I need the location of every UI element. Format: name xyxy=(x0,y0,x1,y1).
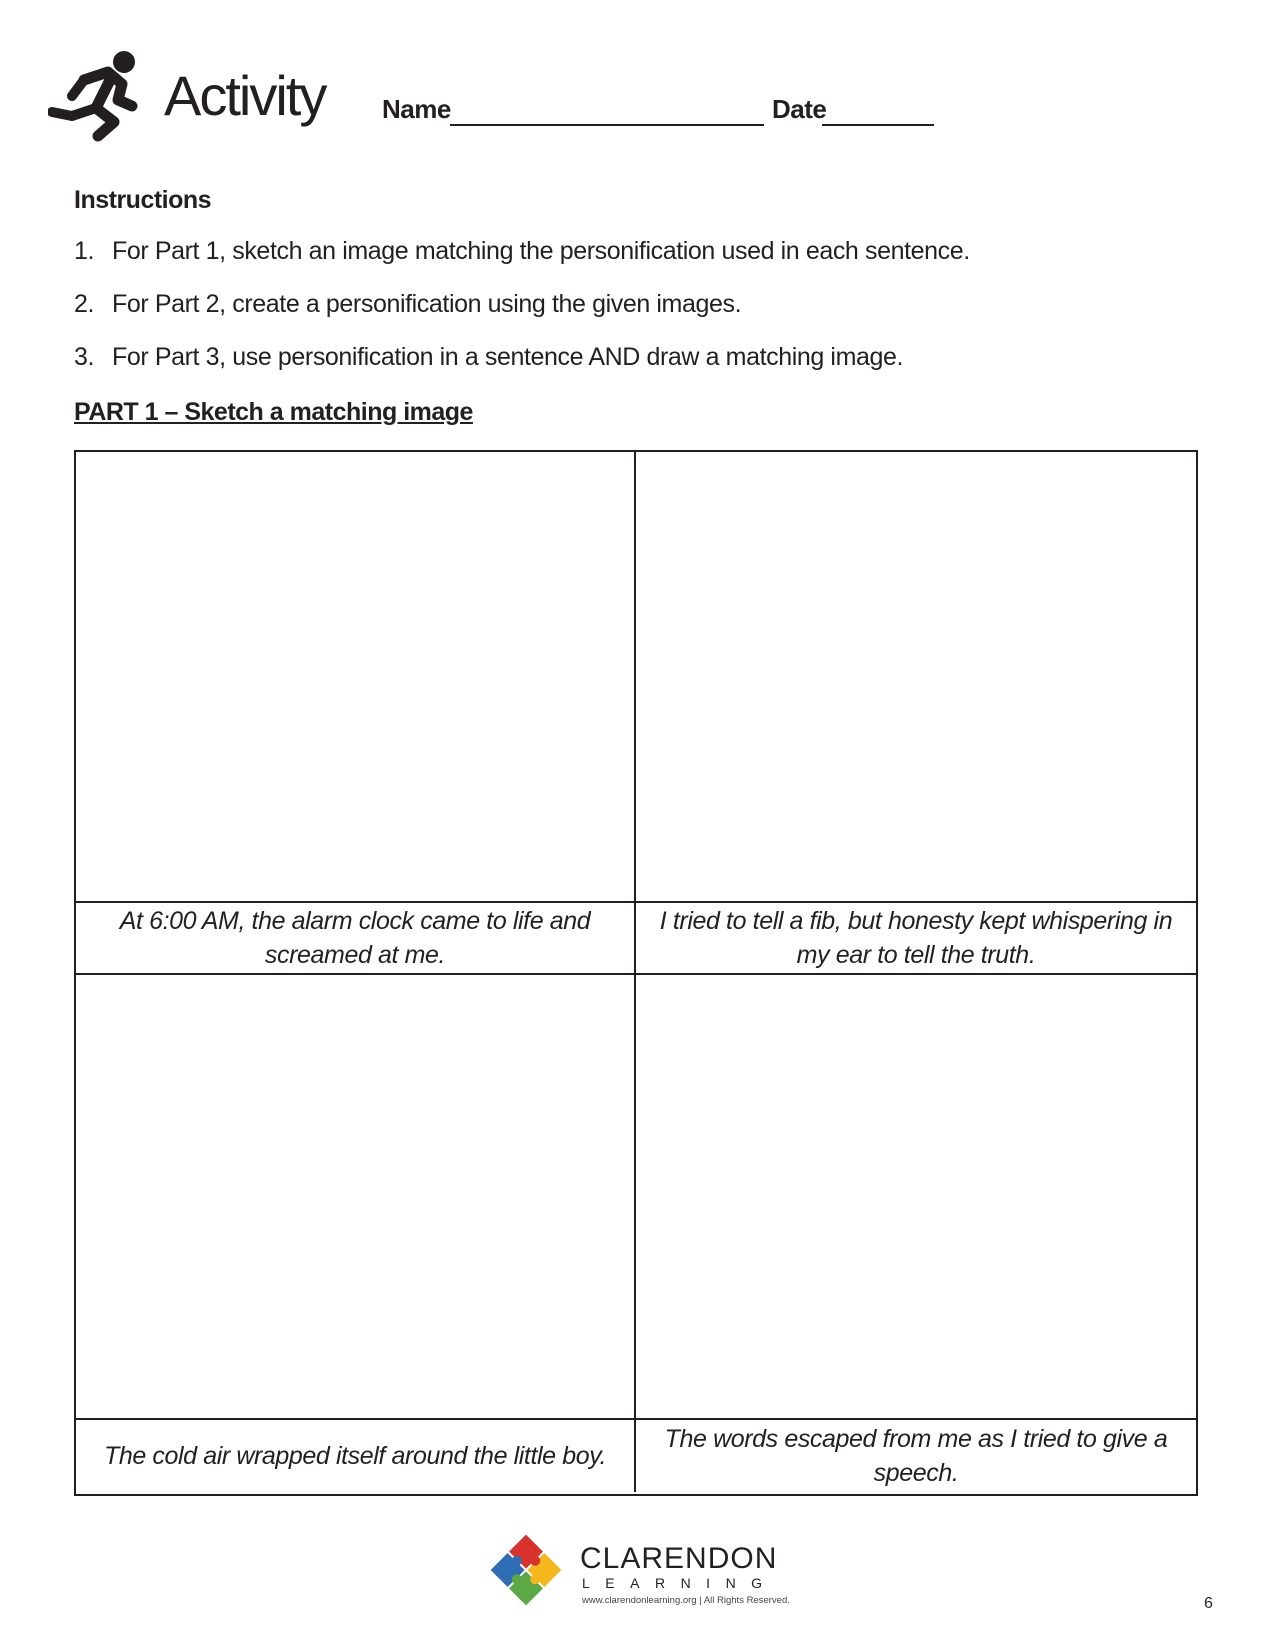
instruction-number: 1. xyxy=(74,237,95,265)
instructions-heading: Instructions xyxy=(74,186,212,214)
clarendon-logo xyxy=(488,1532,788,1612)
date-label: Date xyxy=(772,94,827,124)
caption-cell-3 xyxy=(76,1420,636,1492)
brand-name: CLARENDON xyxy=(580,1542,778,1575)
instruction-text: For Part 3, use personification in a sentence AND draw a matching image. xyxy=(112,343,904,371)
instruction-item xyxy=(74,342,970,395)
instruction-text: For Part 1, sketch an image matching the personification used in each sentence. xyxy=(112,237,970,265)
sketch-box-4[interactable] xyxy=(636,975,1196,1420)
instructions-list xyxy=(74,236,970,395)
activity-title: Activity xyxy=(164,64,326,127)
copyright-text: www.clarendonlearning.org | All Rights Reserved. xyxy=(582,1595,790,1606)
sentence-caption: The cold air wrapped itself around the little boy. xyxy=(103,1442,607,1470)
instruction-number: 2. xyxy=(74,290,95,318)
sketch-box-3[interactable] xyxy=(76,975,636,1420)
instruction-item xyxy=(74,289,970,342)
sentence-caption: I tried to tell a fib, but honesty kept whispering in my ear to tell the truth. xyxy=(659,907,1173,969)
brand-subtitle: LEARNING xyxy=(582,1575,778,1591)
part1-heading: PART 1 – Sketch a matching image xyxy=(74,398,473,426)
name-label: Name xyxy=(382,94,451,124)
page-number: 6 xyxy=(1204,1595,1213,1612)
caption-cell-4 xyxy=(636,1420,1196,1492)
sentence-caption: At 6:00 AM, the alarm clock came to life and screamed at me. xyxy=(119,907,591,969)
instruction-item xyxy=(74,236,970,289)
puzzle-pieces-icon xyxy=(488,1532,564,1608)
name-input-line[interactable] xyxy=(450,124,764,126)
sketch-grid xyxy=(74,450,1198,1496)
worksheet-header xyxy=(48,48,1228,148)
sketch-box-2[interactable] xyxy=(636,452,1196,903)
caption-cell-2 xyxy=(636,903,1196,975)
instruction-number: 3. xyxy=(74,343,95,371)
instruction-text: For Part 2, create a personification using the given images. xyxy=(112,290,742,318)
sentence-caption: The words escaped from me as I tried to give a speech. xyxy=(664,1425,1168,1487)
caption-cell-1 xyxy=(76,903,636,975)
date-input-line[interactable] xyxy=(822,124,934,126)
sketch-box-1[interactable] xyxy=(76,452,636,903)
running-person-icon xyxy=(48,50,148,142)
